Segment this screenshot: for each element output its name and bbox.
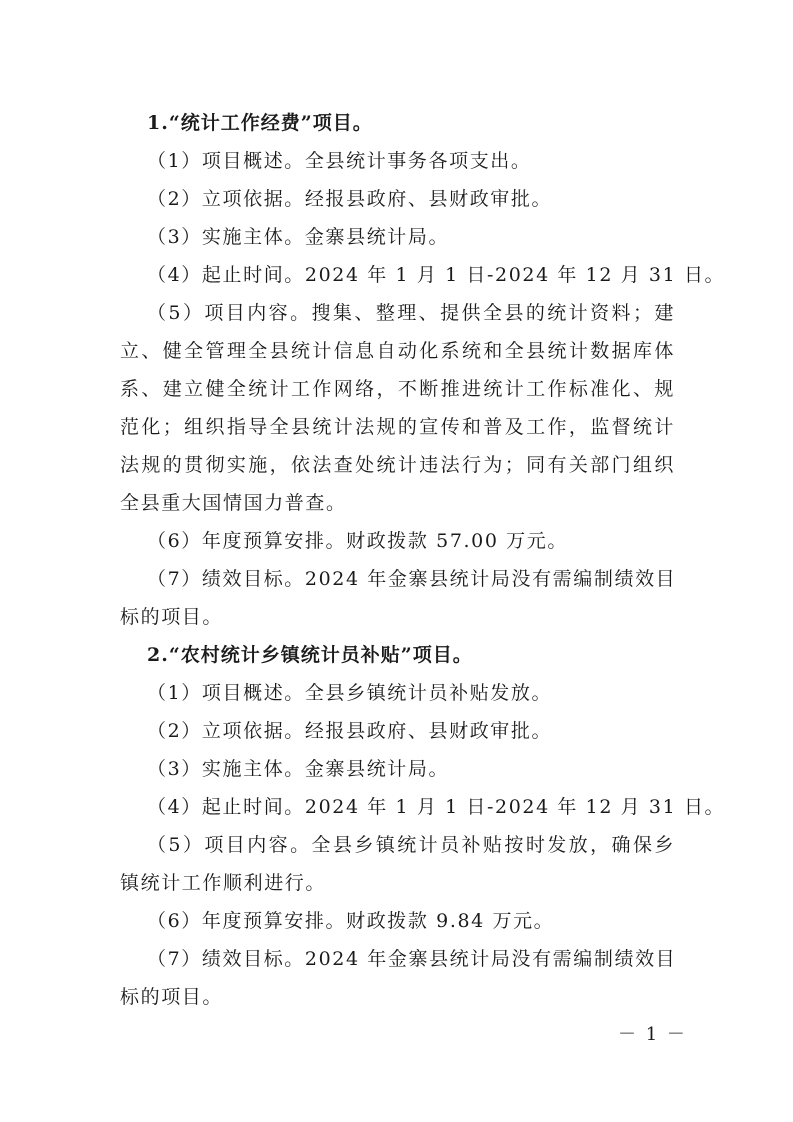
section-2-content-line: （5）项目内容。全县乡镇统计员补贴按时发放，确保乡 xyxy=(147,834,675,856)
section-2-entity: （3）实施主体。金寨县统计局。 xyxy=(147,758,450,780)
section-1-target-line: （7）绩效目标。2024 年金寨县统计局没有需编制绩效目 xyxy=(147,568,677,590)
section-1-heading: 1.“统计工作经费”项目。 xyxy=(147,112,373,134)
section-1-content-line: 法规的贯彻实施，依法查处统计违法行为；同有关部门组织 xyxy=(120,454,675,476)
section-1-budget: （6）年度预算安排。财政拨款 57.00 万元。 xyxy=(147,530,568,552)
section-1-content-line: 系、建立健全统计工作网络，不断推进统计工作标准化、规 xyxy=(120,378,675,400)
section-2-overview: （1）项目概述。全县乡镇统计员补贴发放。 xyxy=(147,682,553,704)
section-1-period: （4）起止时间。2024 年 1 月 1 日-2024 年 12 月 31 日。 xyxy=(147,264,726,286)
section-1-basis: （2）立项依据。经报县政府、县财政审批。 xyxy=(147,188,553,210)
section-2-period: （4）起止时间。2024 年 1 月 1 日-2024 年 12 月 31 日。 xyxy=(147,796,726,818)
page-number: － 1 － xyxy=(618,1024,687,1045)
section-2-target-line: （7）绩效目标。2024 年金寨县统计局没有需编制绩效目 xyxy=(147,948,677,970)
section-2-content-line: 镇统计工作顺利进行。 xyxy=(120,872,327,894)
section-2-budget: （6）年度预算安排。财政拨款 9.84 万元。 xyxy=(147,910,555,932)
section-1-content-line: （5）项目内容。搜集、整理、提供全县的统计资料；建 xyxy=(147,302,675,324)
section-2-heading: 2.“农村统计乡镇统计员补贴”项目。 xyxy=(147,644,473,666)
section-1-content-line: 全县重大国情国力普查。 xyxy=(120,492,347,514)
section-1-content-line: 范化；组织指导全县统计法规的宣传和普及工作，监督统计 xyxy=(120,416,675,438)
section-1-entity: （3）实施主体。金寨县统计局。 xyxy=(147,226,450,248)
section-1-overview: （1）项目概述。全县统计事务各项支出。 xyxy=(147,150,532,172)
section-1-content-line: 立、健全管理全县统计信息自动化系统和全县统计数据库体 xyxy=(120,340,675,362)
section-1-target-line: 标的项目。 xyxy=(120,606,224,628)
section-2-basis: （2）立项依据。经报县政府、县财政审批。 xyxy=(147,720,553,742)
section-2-target-line: 标的项目。 xyxy=(120,986,224,1008)
